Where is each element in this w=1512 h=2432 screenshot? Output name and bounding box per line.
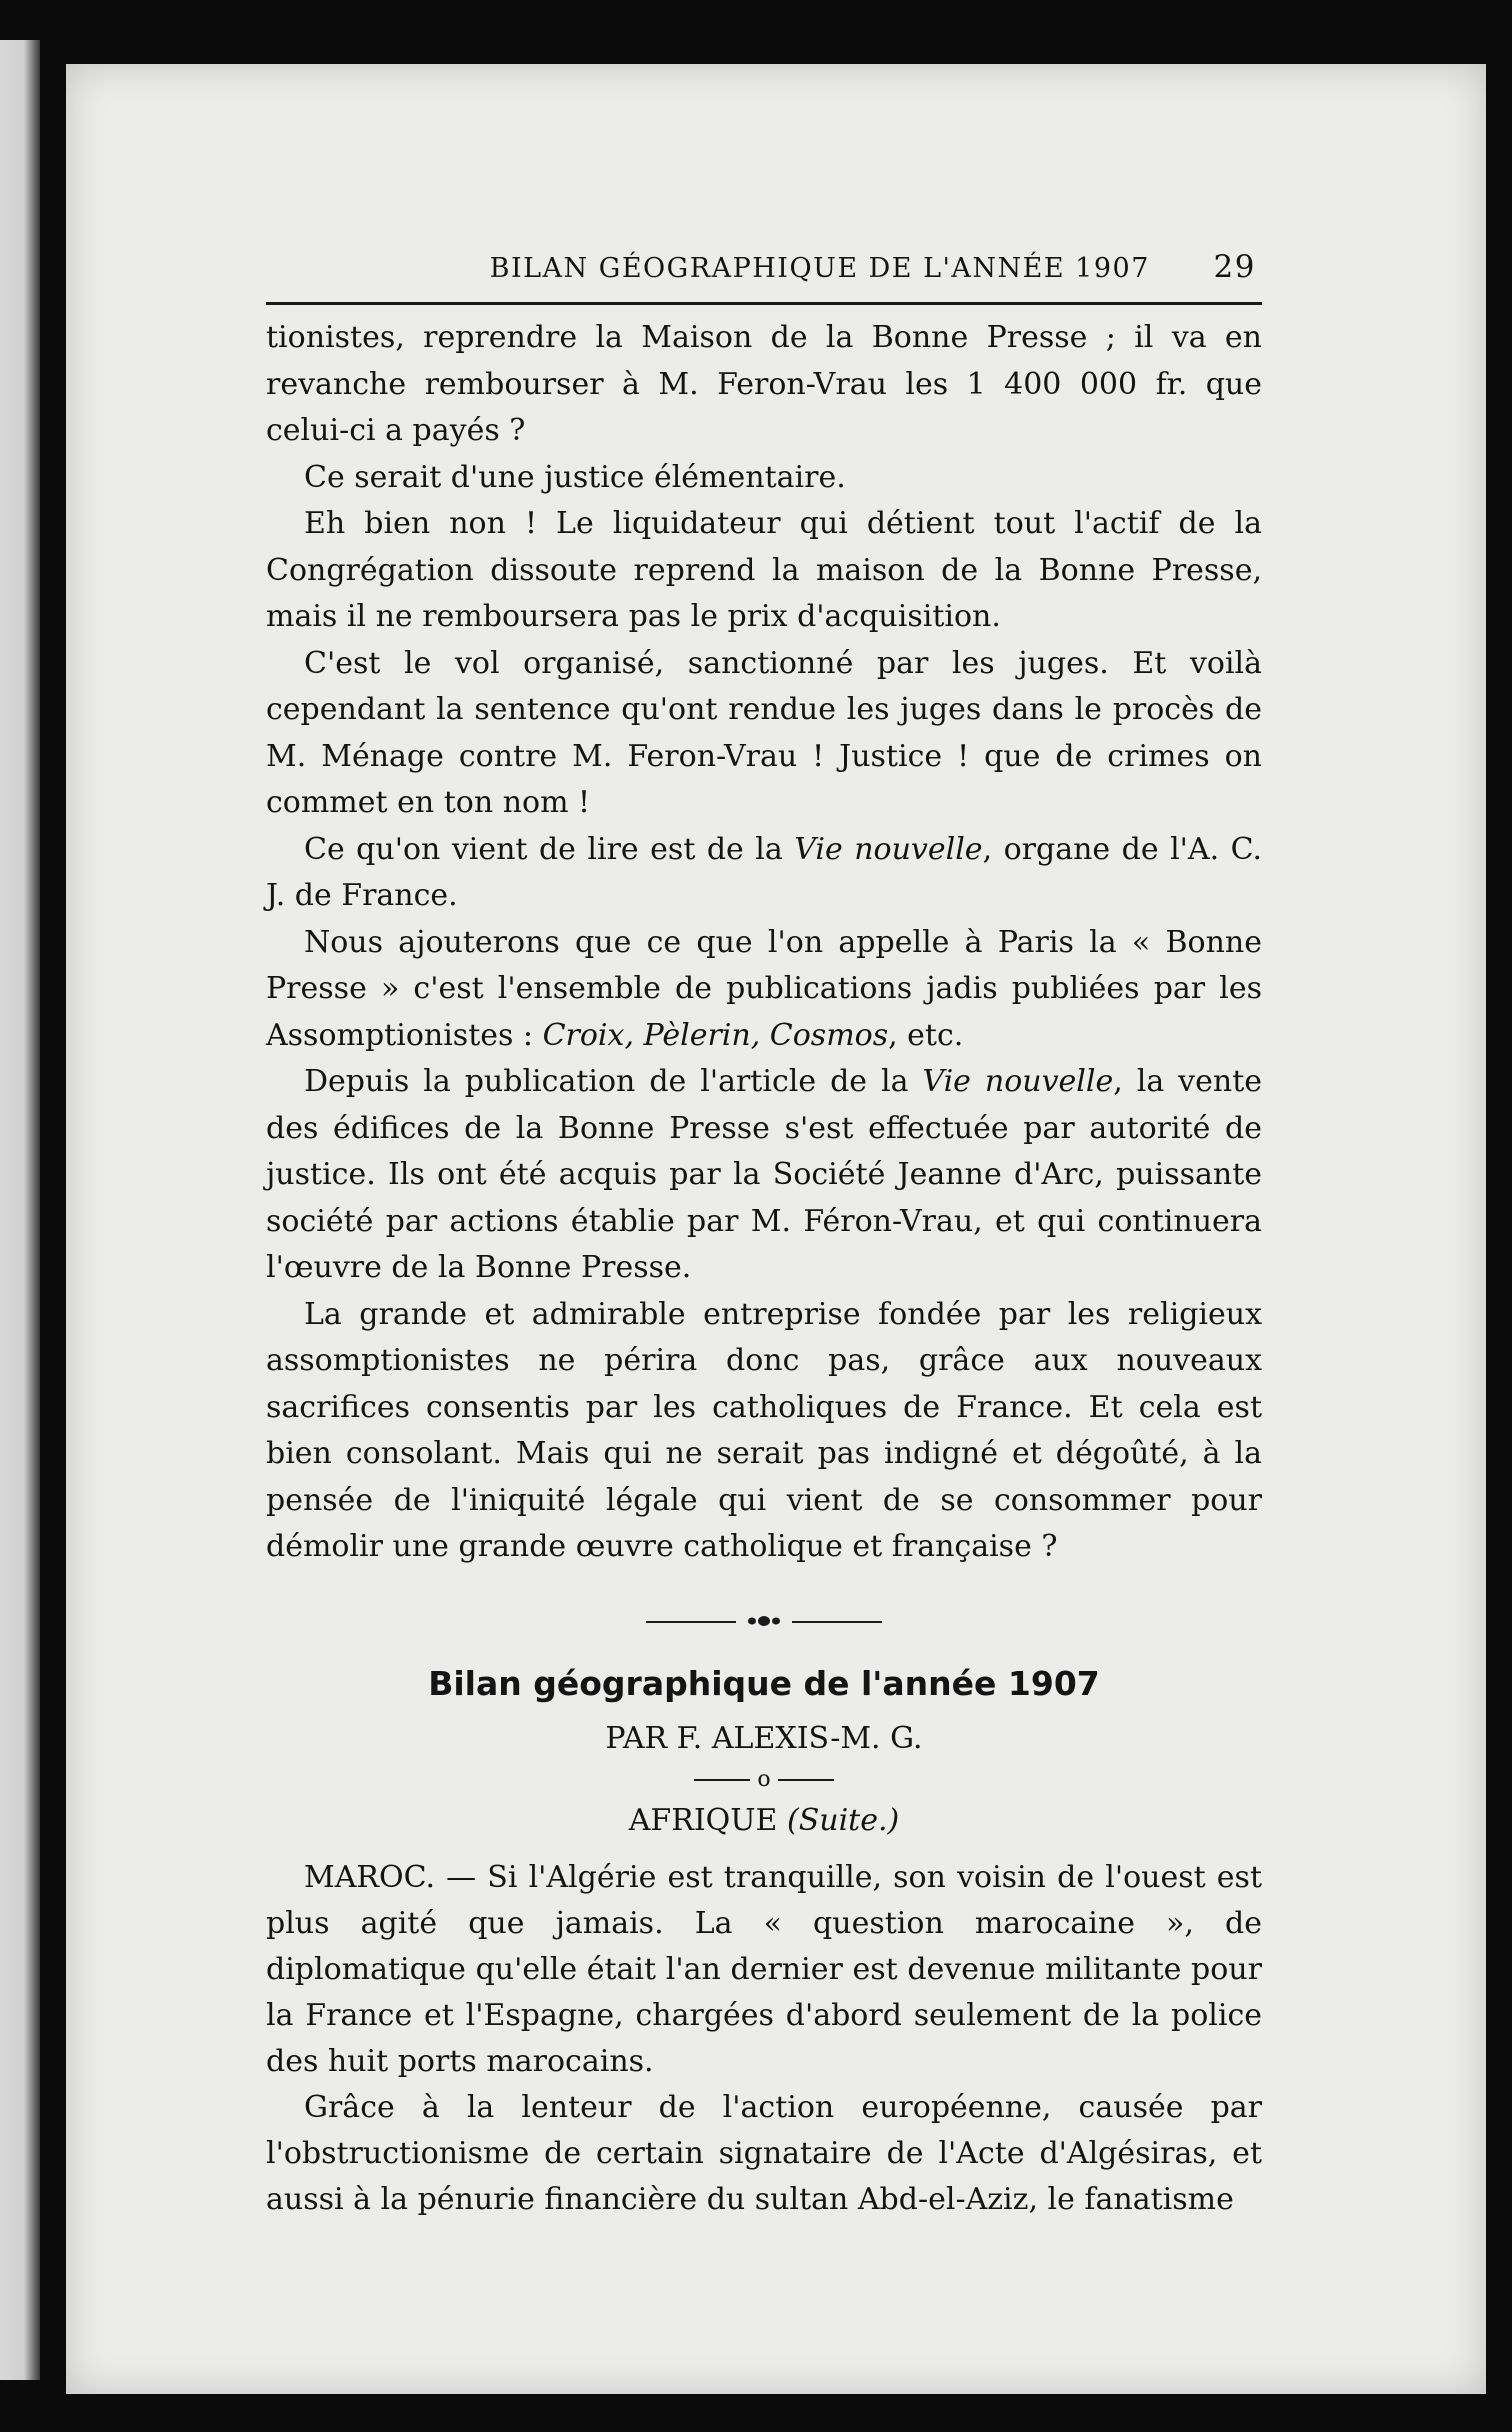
page-number: 29 <box>1213 249 1256 285</box>
text-run: , la vente des édifices de la Bonne Presse s'est effectuée par autorité de justice. Ils ont été acquis par la Société Jeanne d'Arc, puissante société par actions établie par M. Féron-Vrau, et qui continuera l'œuvre de la Bonne Presse. <box>266 1064 1263 1285</box>
text-run: Ce qu'on vient de lire est de la <box>304 831 795 867</box>
italic-title: Vie nouvelle <box>794 831 983 867</box>
paragraph <box>266 1855 1262 2085</box>
paragraph <box>266 1059 1262 1292</box>
paragraph: Ce serait d'une justice élémentaire. <box>304 459 846 495</box>
article-title: Bilan géographique de l'année 1907 <box>428 1663 1100 1703</box>
book-page <box>66 64 1486 2394</box>
paragraph: Grâce à la lenteur de l'action européenne, causée par l'obstructionisme de certain signataire de l'Acte d'Algésiras, et aussi à la pénurie financière du sultan Abd-el-Aziz, le fanatisme <box>266 2089 1262 2217</box>
running-title: BILAN GÉOGRAPHIQUE DE L'ANNÉE 1907 <box>489 253 1150 284</box>
paragraph <box>266 920 1262 1060</box>
separator-line <box>778 1779 834 1781</box>
article-byline: PAR F. ALEXIS-M. G. <box>605 1720 923 1756</box>
separator-line <box>792 1621 882 1623</box>
separator-mark: o <box>757 1766 771 1792</box>
section-name: AFRIQUE <box>628 1802 778 1838</box>
section-suite: (Suite.) <box>787 1802 900 1838</box>
paragraph: La grande et admirable entreprise fondée par les religieux assomptionistes ne périra donc pas, grâce aux nouveaux sacrifices consentis par les catholiques de France. Et cela est bien consolant. Mais qui ne serait pas indigné et dégoûté, à la pensée de l'iniquité légale qui vient de se consommer pour démolir une grande œuvre catholique et française ? <box>266 1296 1262 1564</box>
paragraph <box>266 827 1262 920</box>
text-run: , organe de l'A. C. J. de France. <box>266 831 1263 913</box>
text-run: — Si l'Algérie est tranquille, son voisin de l'ouest est plus agité que jamais. La « question marocaine », de diplomatique qu'elle était l'an dernier est devenue militante pour la France et l'Espagne, chargées d'abord seulement de la police des huit ports marocains. <box>266 1859 1262 2079</box>
text-run: , etc. <box>888 1017 964 1053</box>
separator-line <box>646 1621 736 1623</box>
paragraph: C'est le vol organisé, sanctionné par les juges. Et voilà cependant la sentence qu'ont rendue les juges dans le procès de M. Ménage contre M. Feron-Vrau ! Justice ! que de crimes on commet en ton nom ! <box>266 645 1262 820</box>
small-separator <box>266 1763 1262 1797</box>
italic-title: Vie nouvelle <box>922 1064 1114 1099</box>
italic-titles: Croix, Pèlerin, Cosmos <box>542 1017 889 1053</box>
paragraph: tionistes, reprendre la Maison de la Bonne Presse ; il va en revanche rembourser à M. Feron-Vrau les 1 400 000 fr. que celui-ci a payés ? <box>266 320 1262 448</box>
ornament-icon <box>744 1611 784 1633</box>
page-content <box>266 244 1262 2223</box>
paragraph-lead: MAROC. <box>304 1859 435 1895</box>
text-run: Nous ajouterons que ce que l'on appelle à Paris la « Bonne Presse » c'est l'ensemble de publications jadis publiées par les Assomptionistes : <box>266 924 1262 1053</box>
paragraph: Eh bien non ! Le liquidateur qui détient tout l'actif de la Congrégation dissoute reprend la maison de la Bonne Presse, mais il ne remboursera pas le prix d'acquisition. <box>266 506 1262 634</box>
section-heading <box>266 1797 1262 1845</box>
separator-line <box>694 1779 750 1781</box>
ornamental-separator <box>266 1611 1262 1633</box>
facing-page-edge <box>0 40 40 2380</box>
running-head <box>266 244 1262 305</box>
text-run: Depuis la publication de l'article de la <box>304 1064 923 1099</box>
article-body <box>266 1855 1262 2223</box>
